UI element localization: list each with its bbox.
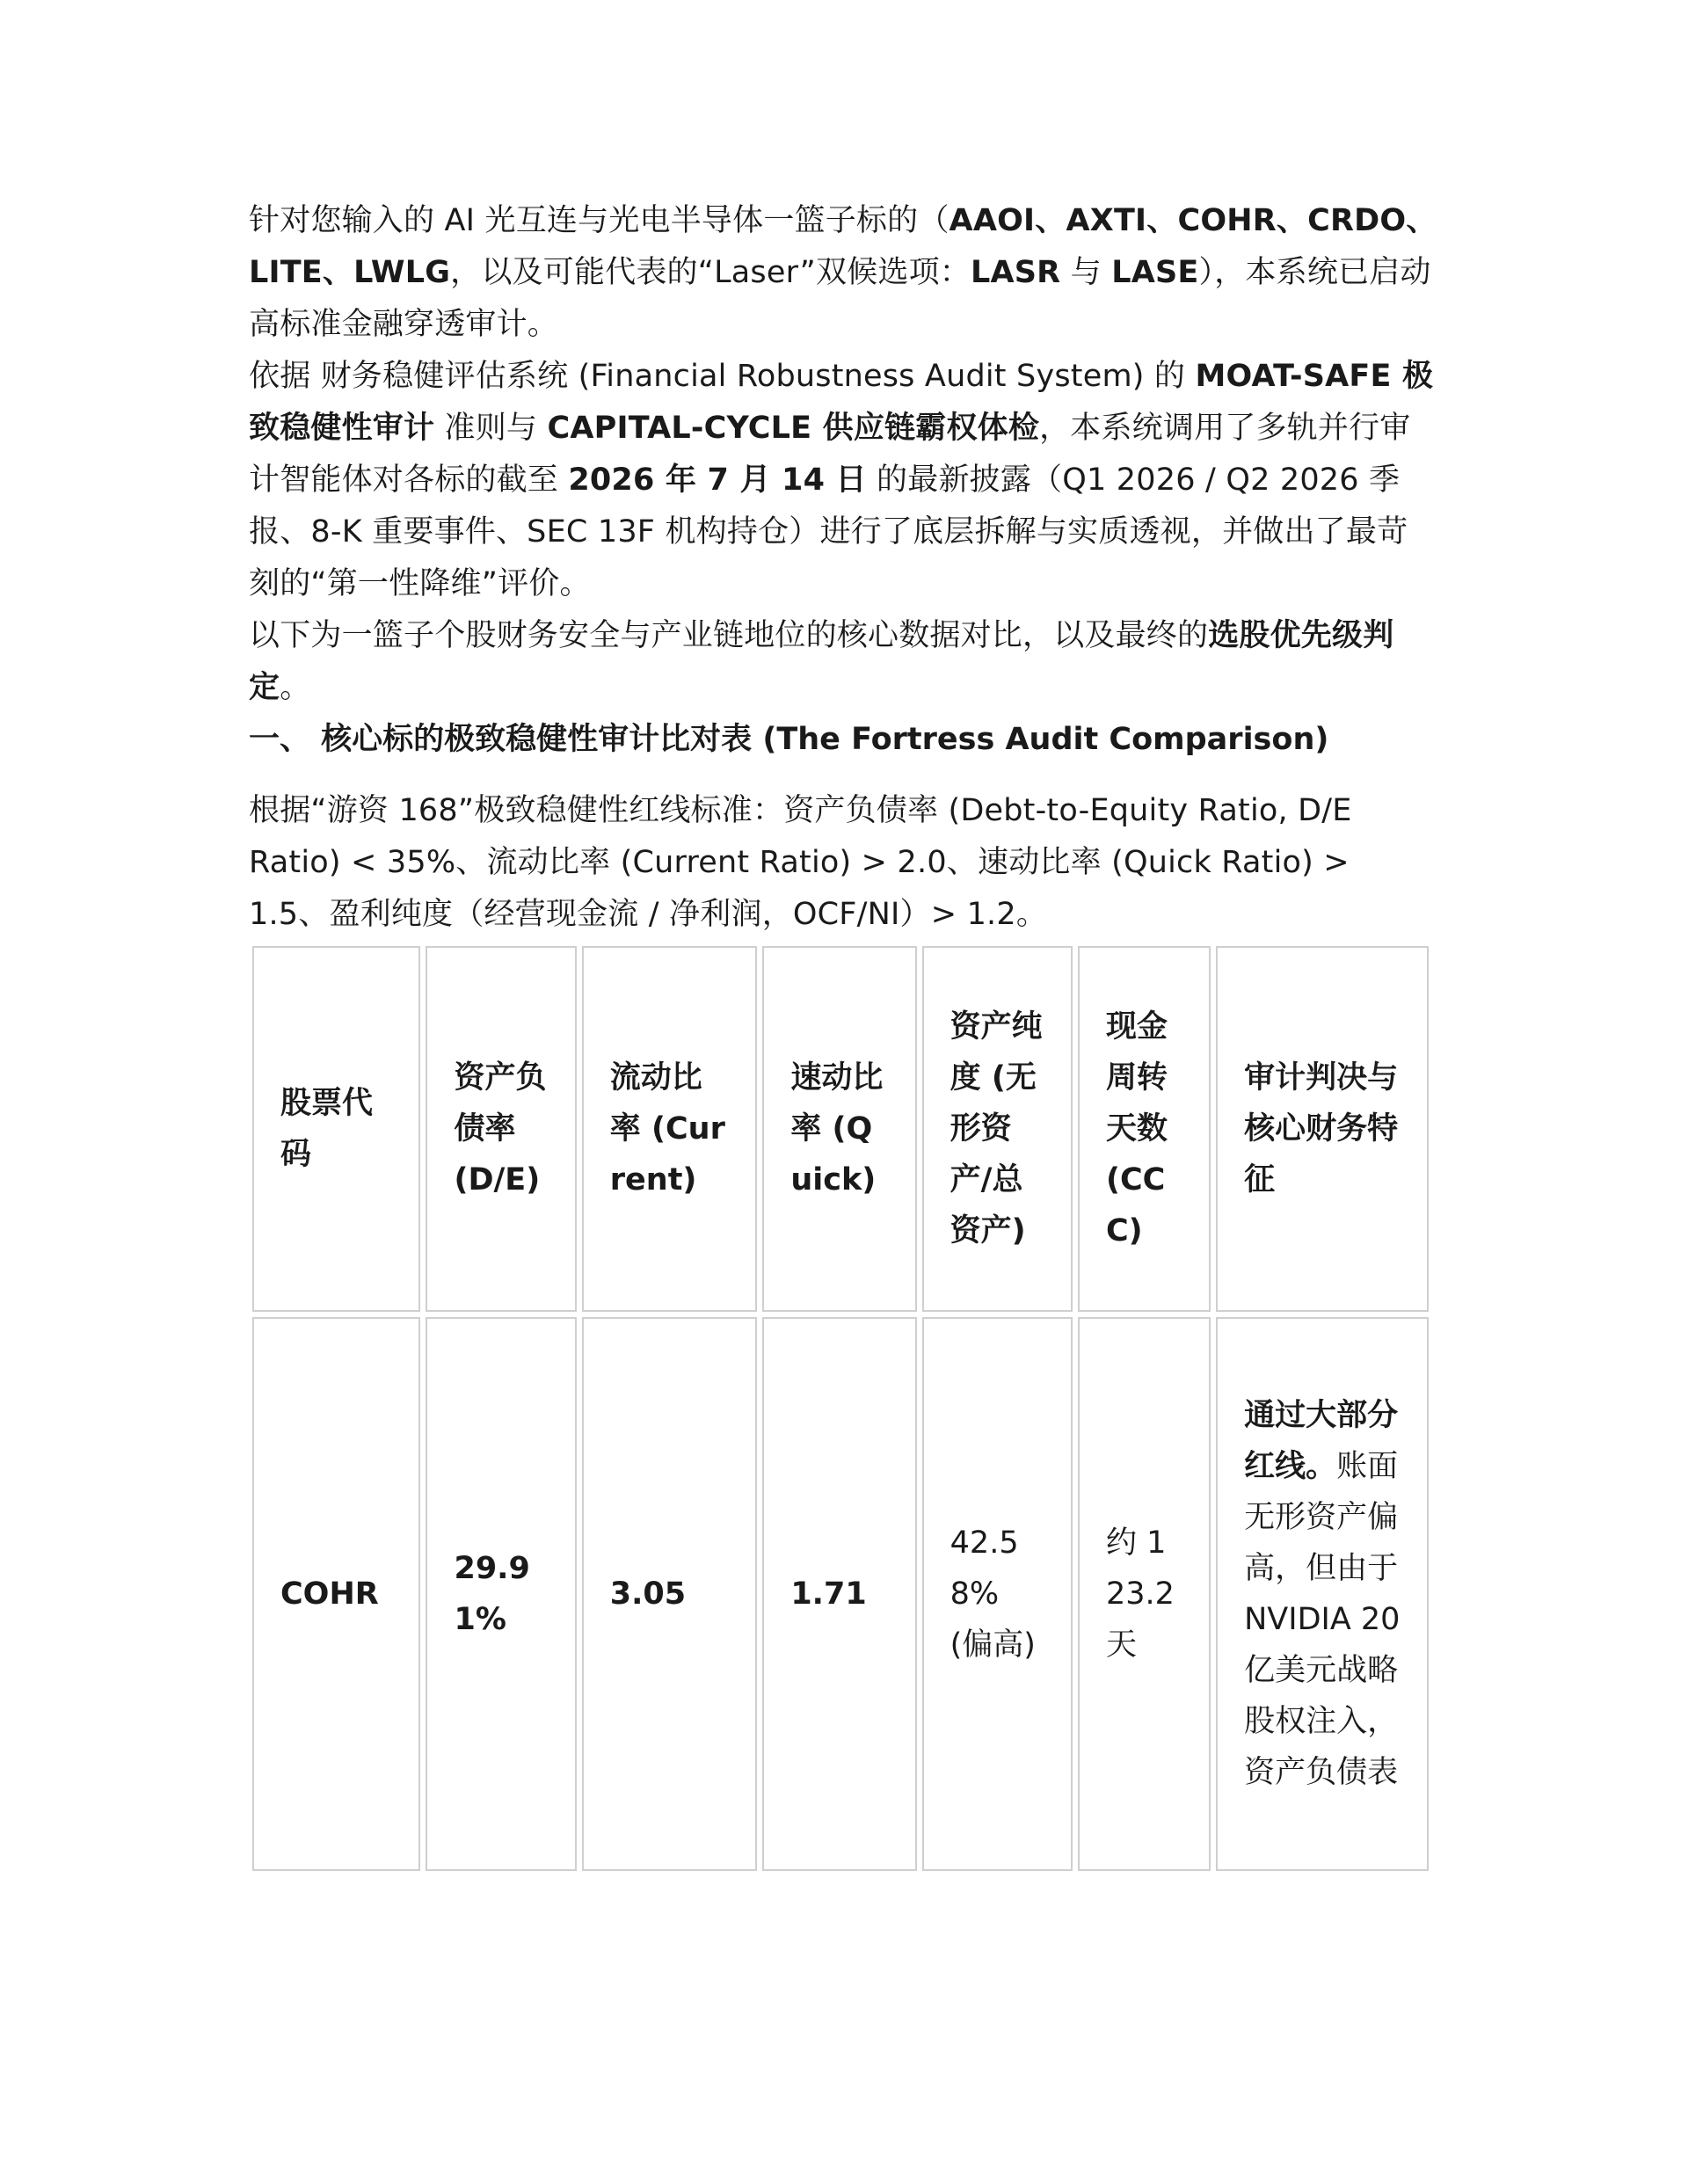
cell-quick-ratio: 1.71 [762, 1317, 916, 1871]
criteria-paragraph: 根据“游资 168”极致稳健性红线标准：资产负债率 (Debt-to-Equity Ratio, D/E Ratio) < 35%、流动比率 (Current Ratio) > 2.0、速动比率 (Quick Ratio) > 1.5、盈利纯度（经营现金流 / 净利润，OCF/NI）> 1.2。 [249, 793, 1352, 932]
cell-ticker: COHR [252, 1317, 420, 1871]
document-page [249, 195, 1437, 1876]
verdict-text: 账面无形资产偏高，但由于 NVIDIA 20 亿美元战略股权注入，资产负债表 [1244, 1449, 1401, 1790]
audit-date: 2026 年 7 月 14 日 [568, 462, 867, 498]
cell-current-ratio: 3.05 [582, 1317, 758, 1871]
laser-candidate-a: LASR [970, 255, 1061, 290]
priority-term: 选股优先级判定 [249, 618, 1394, 705]
laser-candidate-b: LASE [1111, 255, 1199, 290]
header-asset-purity: 资产纯度 (无形资产/总资产) [922, 946, 1073, 1312]
intro-paragraph-2: 依据 财务稳健评估系统 (Financial Robustness Audit System) 的 MOAT-SAFE 极致稳健性审计 准则与 CAPITAL-CYCLE 供应链霸权体检，本系统调用了多轨并行审计智能体对各标的截至 2026 年 7 月 14 日 的最新披露（Q1 2026 / Q2 2026 季报、8-K 重要事件、SEC 13F 机构持仓）进行了底层拆解与实质透视，并做出了最苛刻的“第一性降维”评价。 [249, 359, 1434, 601]
cell-verdict [1216, 1317, 1429, 1871]
fortress-audit-table [247, 941, 1434, 1876]
capital-cycle-term: CAPITAL-CYCLE 供应链霸权体检 [547, 411, 1040, 446]
table-row [252, 1317, 1429, 1871]
intro-paragraph-3: 以下为一篮子个股财务安全与产业链地位的核心数据对比，以及最终的选股优先级判定。 [249, 618, 1394, 705]
section-heading: 一、 核心标的极致稳健性审计比对表 (The Fortress Audit Comparison) [249, 722, 1329, 757]
cell-ccc: 约 123.2 天 [1078, 1317, 1211, 1871]
cell-asset-purity: 42.58% (偏高) [922, 1317, 1073, 1871]
header-de-ratio: 资产负债率 (D/E) [426, 946, 576, 1312]
ticker-list: AAOI、AXTI、COHR、CRDO、LITE、LWLG [249, 203, 1437, 290]
header-ccc: 现金周转天数 (CCC) [1078, 946, 1211, 1312]
verdict-strong: 通过大部分红线。 [1244, 1398, 1399, 1484]
table-header-row [252, 946, 1429, 1312]
header-quick-ratio: 速动比率 (Quick) [762, 946, 916, 1312]
header-verdict: 审计判决与核心财务特征 [1216, 946, 1429, 1312]
header-ticker: 股票代码 [252, 946, 420, 1312]
moat-safe-term: MOAT-SAFE 极致稳健性审计 [249, 359, 1434, 446]
header-current-ratio: 流动比率 (Current) [582, 946, 758, 1312]
intro-paragraph-1: 针对您输入的 AI 光互连与光电半导体一篮子标的（AAOI、AXTI、COHR、CRDO、LITE、LWLG，以及可能代表的“Laser”双候选项：LASR 与 LASE），本系统已启动高标准金融穿透审计。 [249, 203, 1437, 342]
cell-de-ratio: 29.91% [426, 1317, 576, 1871]
